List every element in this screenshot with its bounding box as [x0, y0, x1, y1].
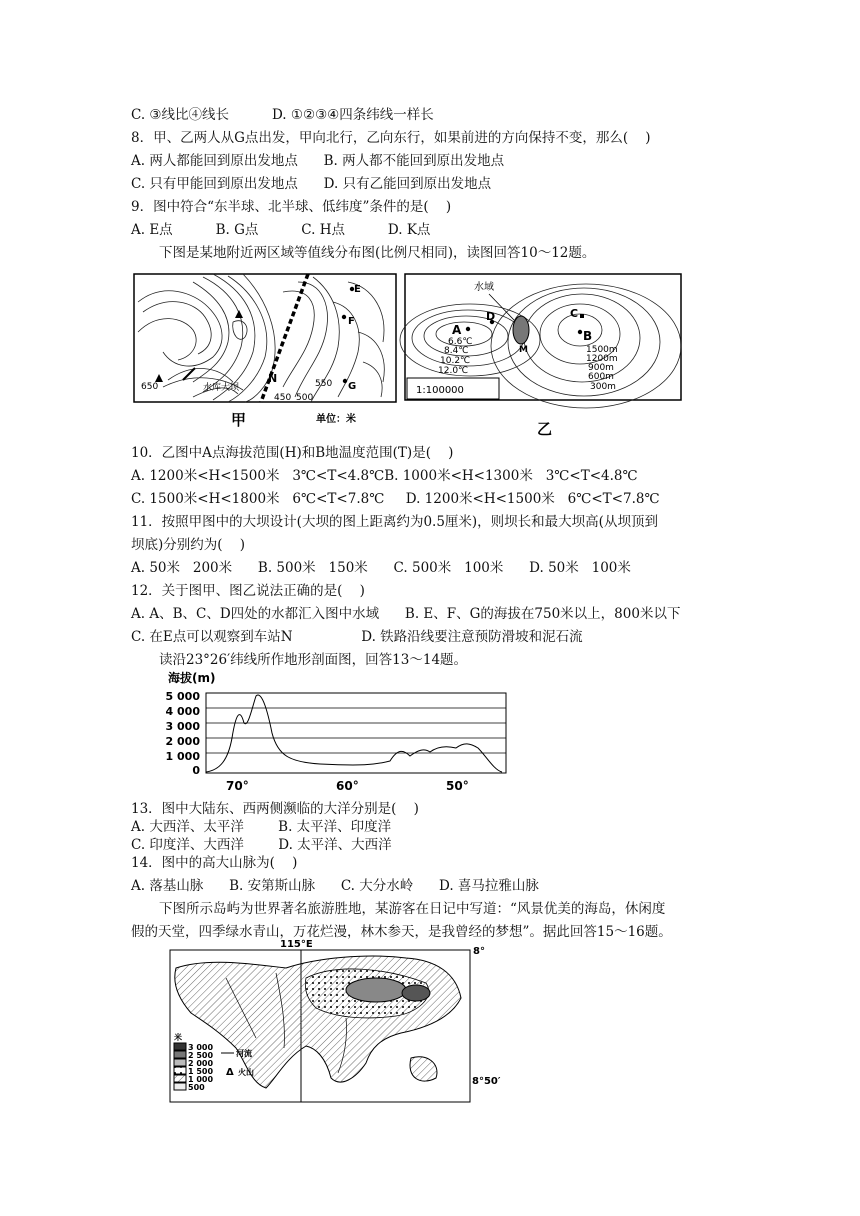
ytick-4000: 4 000: [165, 705, 200, 718]
ytick-1000: 1 000: [165, 750, 200, 763]
profile-ylabel: 海拔(m): [168, 671, 216, 685]
label-550: 550: [315, 379, 333, 389]
scale-label: 1:100000: [416, 385, 464, 396]
intro-15-16-cont: 假的天堂，四季绿水青山，万花烂漫，林木参天，是我曾经的梦想”。据此回答15～16题。: [131, 924, 672, 940]
question-12-options-ab: A. A、B、C、D四处的水都汇入图中水域 B. E、F、G的海拔在750米以上，800米以下: [131, 606, 681, 622]
question-8-options-cd: C. 只有甲能回到原出发地点 D. 只有乙能回到原出发地点: [131, 176, 492, 192]
caption-jia: 甲: [231, 411, 247, 429]
intro-15-16: 下图所示岛屿为世界著名旅游胜地，某游客在日记中写道：“风景优美的海岛，休闲度: [159, 901, 666, 917]
temp-4: 12.0℃: [438, 366, 469, 376]
label-g: G: [348, 381, 357, 392]
question-14: 14．图中的高大山脉为( ): [131, 855, 298, 871]
question-11-options: A. 50米 200米 B. 500米 150米 C. 500米 100米 D. 50米 100米: [131, 560, 631, 576]
volcano-icon: Δ: [226, 1067, 234, 1078]
question-14-options: A. 落基山脉 B. 安第斯山脉 C. 大分水岭 D. 喜马拉雅山脉: [131, 878, 539, 894]
temp-3: 10.2℃: [440, 356, 471, 366]
elev-2: 1200m: [586, 354, 618, 364]
legend-1000: 1 000: [188, 1075, 214, 1084]
contour-map-yi: [404, 272, 686, 440]
label-b: B: [583, 329, 593, 343]
label-water: 水域: [474, 282, 494, 293]
label-dam: 水库大坝: [203, 383, 240, 393]
terrain-profile: [160, 668, 516, 798]
legend-unit: 米: [174, 1033, 182, 1042]
label-m: M: [519, 345, 528, 355]
lon-label: 115°E: [280, 939, 313, 950]
label-e: E: [354, 284, 361, 295]
temp-1: 6.6℃: [448, 337, 473, 347]
question-12: 12．关于图甲、图乙说法正确的是( ): [131, 583, 365, 599]
question-13-options-cd: C. 印度洋、大西洋 D. 太平洋、大西洋: [131, 837, 392, 853]
legend-1500: 1 500: [188, 1067, 214, 1076]
label-c: C: [570, 307, 579, 320]
lat-top: 8°: [473, 946, 485, 957]
option-line-c-d: C. ③线比④线长 D. ①②③④四条纬线一样长: [131, 107, 434, 123]
xtick-50: 50°: [446, 779, 469, 793]
temp-2: 8.4℃: [444, 346, 469, 356]
caption-yi: 乙: [537, 420, 553, 438]
label-a: A: [452, 323, 462, 337]
label-500: 500: [296, 393, 314, 403]
lat-bottom: 8°50′: [472, 1076, 501, 1087]
elev-3: 900m: [588, 363, 614, 373]
legend-river: 河流: [236, 1049, 252, 1058]
unit-label: 单位：米: [316, 414, 356, 425]
elev-5: 300m: [590, 382, 616, 392]
label-f: F: [348, 316, 355, 327]
intro-10-12: 下图是某地附近两区域等值线分布图(比例尺相同)，读图回答10～12题。: [159, 245, 596, 261]
question-10-options-ab: A. 1200米<H<1500米 3℃<T<4.8℃B. 1000米<H<1300米 3℃<T<4.8℃: [131, 468, 638, 484]
ytick-2000: 2 000: [165, 735, 200, 748]
legend-volcano: 火山: [238, 1068, 254, 1077]
legend-2500: 2 500: [188, 1051, 214, 1060]
label-n: N: [268, 372, 278, 385]
legend-2000: 2 000: [188, 1059, 214, 1068]
ytick-0: 0: [192, 764, 200, 777]
question-10-options-cd: C. 1500米<H<1800米 6℃<T<7.8℃ D. 1200米<H<1500米 6℃<T<7.8℃: [131, 491, 660, 507]
elev-4: 600m: [588, 372, 614, 382]
question-8-options-ab: A. 两人都能回到原出发地点 B. 两人都不能回到原出发地点: [131, 153, 505, 169]
label-650: 650: [141, 382, 159, 392]
question-8: 8．甲、乙两人从G点出发，甲向北行，乙向东行，如果前进的方向保持不变，那么( ): [131, 130, 651, 146]
intro-13-14: 读沿23°26′纬线所作地形剖面图，回答13～14题。: [159, 652, 468, 668]
question-10: 10．乙图中A点海拔范围(H)和B地温度范围(T)是( ): [131, 445, 454, 461]
ytick-3000: 3 000: [165, 720, 200, 733]
xtick-60: 60°: [336, 779, 359, 793]
ytick-5000: 5 000: [165, 690, 200, 703]
question-11: 11．按照甲图中的大坝设计(大坝的图上距离约为0.5厘米)，则坝长和最大坝高(从坝顶到: [131, 514, 658, 530]
legend-3000: 3 000: [188, 1043, 214, 1052]
question-9: 9．图中符合“东半球、北半球、低纬度”条件的是( ): [131, 199, 452, 215]
question-11-cont: 坝底)分别约为( ): [131, 537, 245, 553]
legend-500: 500: [188, 1083, 205, 1092]
question-13: 13．图中大陆东、西两侧濒临的大洋分别是( ): [131, 801, 419, 817]
label-450: 450: [274, 393, 292, 403]
xtick-70: 70°: [226, 779, 249, 793]
question-12-options-cd: C. 在E点可以观察到车站N D. 铁路沿线要注意预防滑坡和泥石流: [131, 629, 583, 645]
question-13-options-ab: A. 大西洋、太平洋 B. 太平洋、印度洋: [131, 819, 392, 835]
island-map: [166, 938, 501, 1104]
label-d: D: [486, 310, 496, 323]
contour-map-jia: [133, 272, 399, 432]
elev-1: 1500m: [586, 345, 618, 355]
question-9-options: A. E点 B. G点 C. H点 D. K点: [131, 222, 431, 238]
